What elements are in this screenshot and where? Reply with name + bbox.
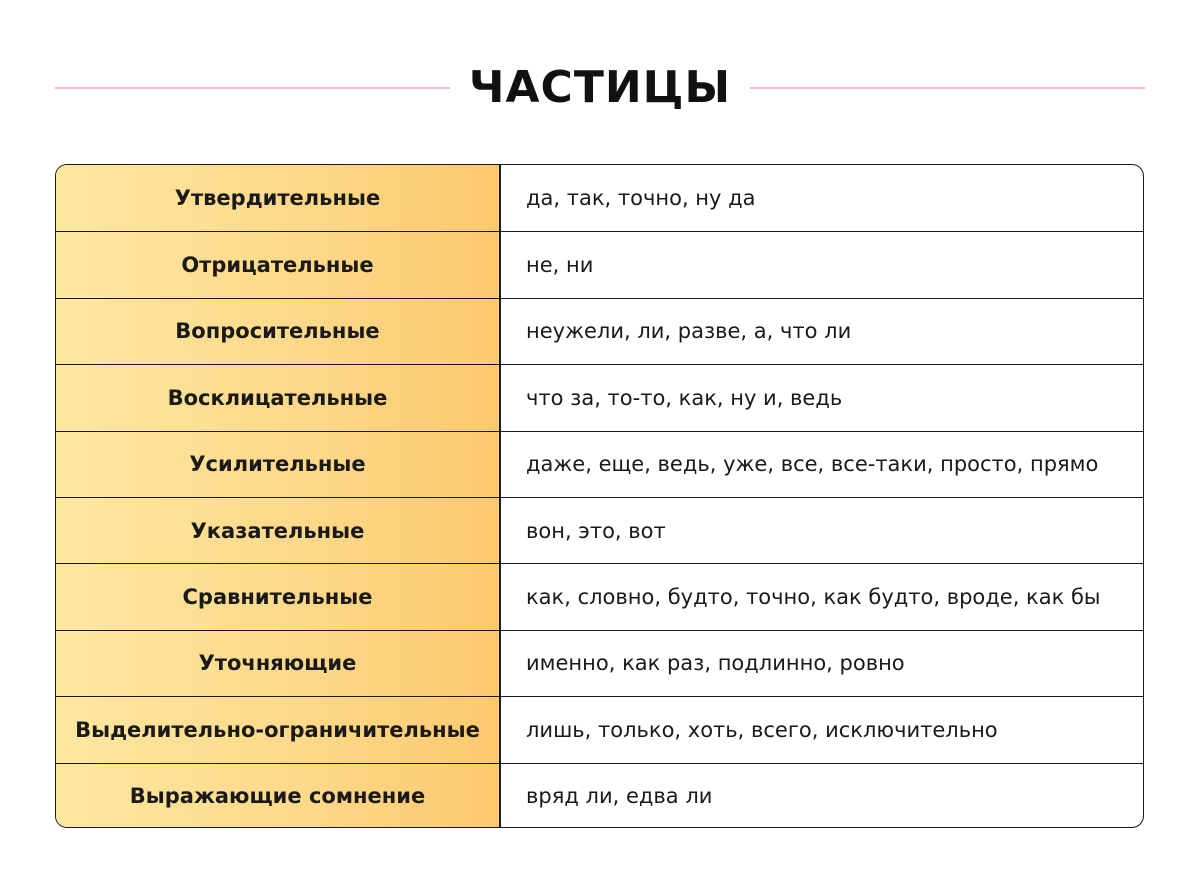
table-body: [56, 165, 1143, 827]
table-row: [56, 497, 1143, 563]
page-header: [55, 58, 1145, 118]
particle-examples: неужели, ли, разве, а, что ли: [526, 319, 852, 344]
particle-examples: именно, как раз, подлинно, ровно: [526, 651, 905, 676]
particle-examples: да, так, точно, ну да: [526, 186, 756, 211]
particle-examples: как, словно, будто, точно, как будто, вроде, как бы: [526, 585, 1101, 610]
particle-examples: что за, то-то, как, ну и, ведь: [526, 385, 843, 410]
particle-type: Уточняющие: [198, 651, 357, 676]
particle-examples: даже, еще, ведь, уже, все, все-таки, просто, прямо: [526, 452, 1099, 477]
particle-examples: лишь, только, хоть, всего, исключительно: [526, 717, 998, 742]
particle-type: Утвердительные: [174, 186, 381, 211]
particle-examples: вряд ли, едва ли: [526, 784, 713, 809]
particle-type: Вопросительные: [175, 319, 380, 344]
page-title: ЧАСТИЦЫ: [468, 62, 732, 113]
table-row: [56, 563, 1143, 629]
table-row: [56, 763, 1143, 828]
particle-type: Выражающие сомнение: [129, 784, 426, 809]
table-row: [56, 630, 1143, 696]
header-divider-left: [55, 87, 450, 89]
table-row: [56, 696, 1143, 762]
table-row: [56, 165, 1143, 231]
header-divider-right: [750, 87, 1145, 89]
table-row: [56, 431, 1143, 497]
table-row: [56, 364, 1143, 430]
particle-type: Усилительные: [189, 452, 366, 477]
table-row: [56, 298, 1143, 364]
table-row: [56, 231, 1143, 297]
particle-type: Восклицательные: [167, 385, 388, 410]
particle-type: Сравнительные: [182, 585, 373, 610]
particle-type: Указательные: [190, 518, 365, 543]
particle-type: Отрицательные: [181, 253, 374, 278]
particle-examples: не, ни: [526, 253, 594, 278]
particle-examples: вон, это, вот: [526, 518, 666, 543]
particle-type: Выделительно-ограничительные: [75, 717, 480, 742]
particles-table: [55, 164, 1144, 828]
